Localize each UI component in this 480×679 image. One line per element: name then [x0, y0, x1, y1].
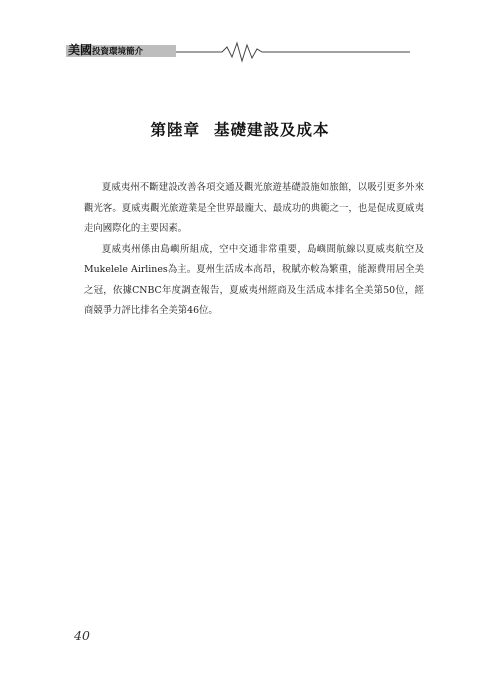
paragraph: 夏威夷州不斷建設改善各項交通及觀光旅遊基礎設施如旅館，以吸引更多外來觀光客。夏威夷觀光旅遊業是全世界最龐大、最成功的典範之一，也是促成夏威夷走向國際化的主要因素。 — [84, 182, 424, 234]
running-header — [0, 0, 480, 70]
paragraph: 夏威夷州係由島嶼所組成，空中交通非常重要，島嶼間航線以夏威夷航空及Mukelele Airlines為主。夏州生活成本高昂，稅賦亦較為繁重，能源費用居全美之冠，依據CNBC年度調查報告，夏威夷州經商及生活成本排名全美第50位，經商競爭力評比排名全美第46位。 — [84, 243, 424, 316]
header-title-sub: 投資環境簡介 — [92, 47, 144, 57]
page-number: 40 — [74, 628, 90, 643]
header-waveform-rule — [0, 0, 480, 70]
body-text — [84, 178, 424, 322]
header-title-main: 美國 — [68, 43, 93, 57]
chapter-name: 基礎建設及成本 — [214, 120, 330, 139]
chapter-title — [0, 118, 480, 140]
chapter-number: 第陸章 — [150, 120, 200, 139]
